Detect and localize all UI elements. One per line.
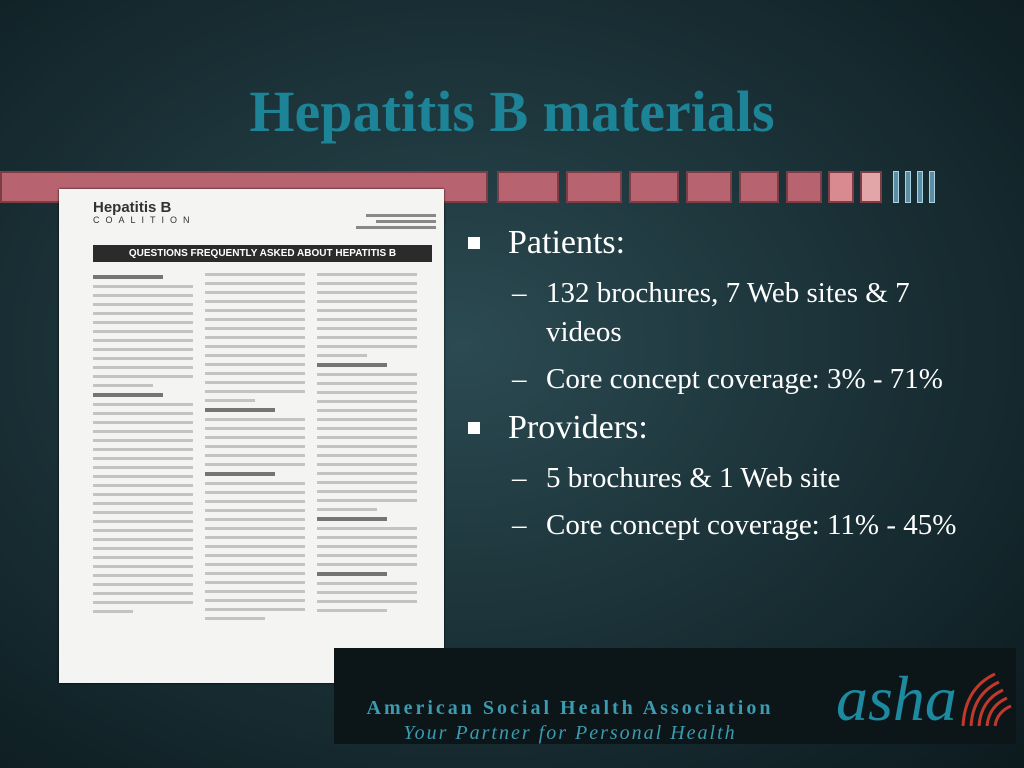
bullet-providers [466, 407, 1006, 449]
brochure-logo [93, 199, 196, 225]
slide-title: Hepatitis B materials [249, 79, 775, 144]
dash-bullet-icon: – [512, 509, 527, 541]
bar-segment [786, 171, 822, 203]
bar-segment [629, 171, 679, 203]
bullet-patients [466, 222, 1006, 264]
sub-bullet-text: 132 brochures, 7 Web sites & 7 videos [546, 277, 910, 348]
sub-bullet [466, 360, 976, 399]
bar-tick [917, 171, 923, 203]
dash-bullet-icon: – [512, 363, 527, 395]
brochure-thumbnail [59, 189, 444, 683]
brochure-column-1 [93, 273, 193, 658]
brochure-brand-subtitle: COALITION [93, 215, 196, 225]
bar-segment [566, 171, 622, 203]
bar-segment [686, 171, 732, 203]
bar-segment [497, 171, 559, 203]
brochure-column-2 [205, 273, 305, 658]
sub-bullet [466, 274, 976, 352]
organization-tagline: Your Partner for Personal Health [403, 722, 737, 744]
logo-arcs-icon [955, 668, 1015, 728]
bullet-list [466, 222, 1006, 553]
bar-tick [929, 171, 935, 203]
bar-tick [893, 171, 899, 203]
brochure-column-3 [317, 273, 417, 658]
sub-bullet [466, 459, 976, 498]
brochure-address-block [346, 211, 436, 232]
dash-bullet-icon: – [512, 277, 527, 309]
brochure-banner: QUESTIONS FREQUENTLY ASKED ABOUT HEPATITIS B [93, 245, 432, 262]
asha-logo: asha [836, 663, 957, 734]
square-bullet-icon [468, 422, 480, 434]
square-bullet-icon [468, 237, 480, 249]
sub-bullet [466, 506, 976, 545]
sub-bullet-text: 5 brochures & 1 Web site [546, 462, 841, 494]
bar-segment [860, 171, 882, 203]
organization-name: American Social Health Association [366, 697, 774, 719]
bar-segment [828, 171, 854, 203]
brochure-brand-title: Hepatitis B [93, 199, 172, 216]
bullet-label: Providers: [508, 409, 648, 446]
sub-bullet-text: Core concept coverage: 11% - 45% [546, 509, 957, 541]
bullet-label: Patients: [508, 224, 626, 261]
sub-bullet-text: Core concept coverage: 3% - 71% [546, 363, 943, 395]
dash-bullet-icon: – [512, 462, 527, 494]
bar-tick [905, 171, 911, 203]
bar-segment [739, 171, 779, 203]
